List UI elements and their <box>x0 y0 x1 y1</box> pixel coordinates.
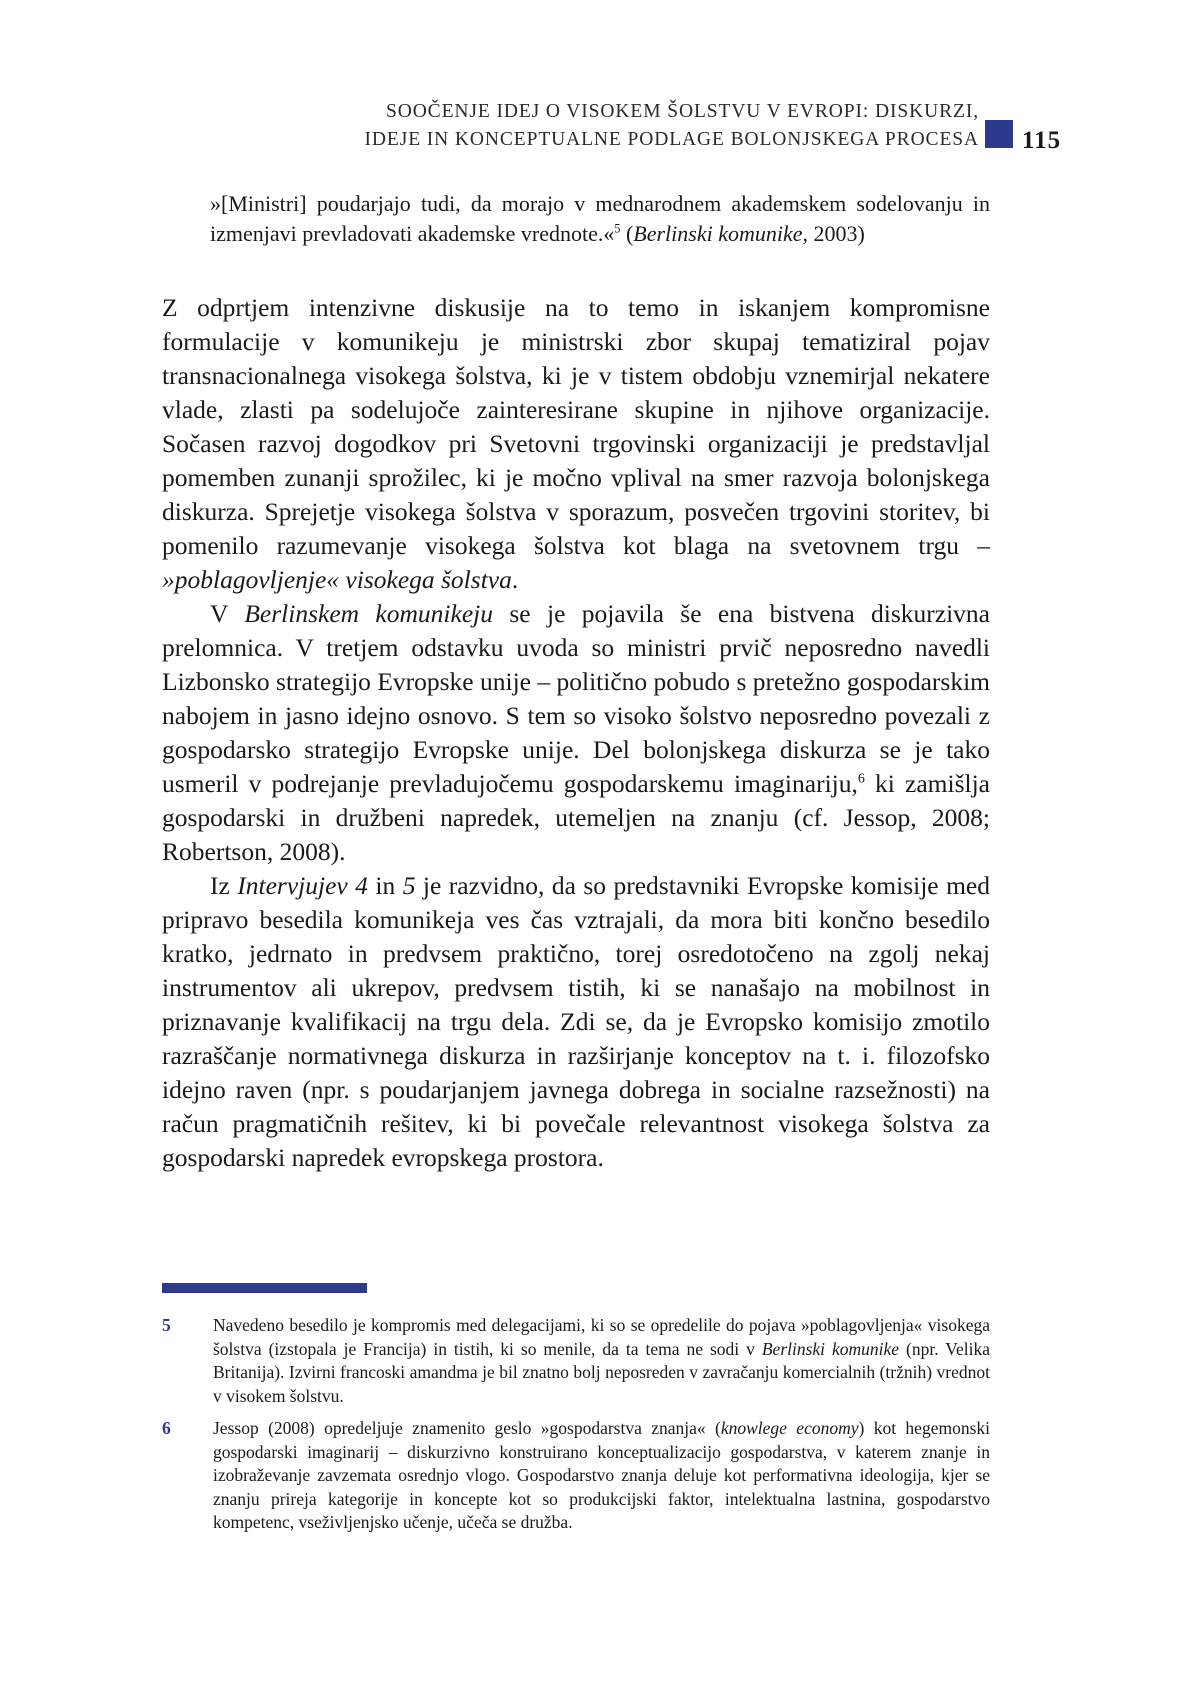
footnote-5 <box>162 1314 990 1408</box>
block-quote <box>210 189 990 249</box>
running-head-line-2: IDEJE IN KONCEPTUALNE PODLAGE BOLONJSKEGA PROCESA <box>364 129 979 150</box>
paragraph-1-italic: »poblagovljenje« visokega šolstva <box>162 565 512 594</box>
paragraph-1-text: Z odprtjem intenzivne diskusije na to temo in iskanjem kompromisne formulacije v komunikeju je ministrski zbor skupaj tematiziral pojav transnacionalnega visokega šolstva, ki je v tistem obdobju vznemirjal nekatere vlade, zlasti pa sodelujoče zainteresirane skupine in njihove organizacije. Sočasen razvoj dogodkov pri Svetovni trgovinski organizaciji je predstavljal pomemben zunanji sprožilec, ki je močno vplival na smer razvoja bolonjskega diskurza. Sprejetje visokega šolstva v sporazum, posvečen trgovini storitev, bi pomenilo razumevanje visokega šolstva kot blaga na svetovnem trgu – <box>162 293 990 560</box>
paragraph-1 <box>162 291 990 597</box>
paragraph-2-start: V <box>210 599 245 628</box>
paragraph-2 <box>162 597 990 869</box>
paragraph-3-italic-1: Intervjujev 4 <box>237 871 368 900</box>
footnote-text-part: (npr. Velika Britanija). Izvirni francoski amandma je bil znatno bolj neposreden v zavračanju komercialnih (tržnih) vrednot v visokem šolstvu. <box>213 1338 990 1406</box>
quote-cite-open: ( <box>620 221 634 246</box>
quote-cite-rest: , 2003) <box>802 221 865 246</box>
paragraph-3-mid: in <box>367 871 403 900</box>
paragraph-3 <box>162 869 990 1175</box>
paragraph-3-text: je razvidno, da so predstavniki Evropske komisije med pripravo besedila komunikeja ves čas vztrajali, da mora biti končno besedilo kratko, jedrnato in predvsem praktično, torej osredotočeno na zgolj nekaj instrumentov ali ukrepov, predvsem tistih, ki se nanašajo na mobilnost in priznavanje kvalifikacij na trgu dela. Zdi se, da je Evropsko komisijo zmotilo razraščanje normativnega diskurza in razširjanje konceptov na t. i. filozofsko idejno raven (npr. s poudarjanjem javnega dobrega in socialne razsežnosti) na račun pragmatičnih rešitev, ki bi povečale relevantnost visokega šolstva za gospodarski napredek evropskega prostora. <box>162 871 990 1172</box>
paragraph-2-italic: Berlinskem komunikeju <box>244 599 493 628</box>
quote-cite-title: Berlinski komunike <box>633 221 803 246</box>
header-square-mark <box>985 120 1013 148</box>
footnote-number: 5 <box>162 1315 171 1335</box>
quote-text: »[Ministri] poudarjajo tudi, da morajo v mednarodnem akademskem sodelovanju in izmenjavi prevladovati akademske vrednote.« <box>210 191 990 246</box>
footnote-6 <box>162 1417 990 1535</box>
running-head-line-1: SOOČENJE IDEJ O VISOKEM ŠOLSTVU V EVROPI: DISKURZI, <box>385 101 979 122</box>
footnote-text <box>213 1314 990 1408</box>
footnote-ref-5[interactable]: 5 <box>614 221 621 236</box>
footnote-text-part: Jessop (2008) opredeljuje znamenito geslo »gospodarstva znanja« ( <box>213 1418 721 1438</box>
footnote-italic: Berlinski komunike <box>761 1338 900 1359</box>
paragraph-2-end: ki zamišlja gospodarski in družbeni napredek, utemeljen na znanju (cf. Jessop, 2008; Robertson, 2008). <box>162 769 990 866</box>
footnote-ref-6[interactable]: 6 <box>857 771 865 787</box>
running-head <box>279 98 979 154</box>
footnote-text-part: ) kot hegemonski gospodarski imaginarij – diskurzivno konstruirano konceptualizacijo gospodarstva, v katerem znanje in izobraževanje zavzemata osrednjo vlogo. Gospodarstvo znanja deluje kot performativna ideologija, kjer se znanju prireja kategorije in koncepte kot so produkcijski faktor, intelektualna lastnina, gospodarstvo kompetenc, vseživljenjsko učenje, učeča se družba. <box>213 1418 991 1532</box>
footnotes <box>162 1314 990 1544</box>
footnote-text-part: Navedeno besedilo je kompromis med delegacijami, ki so se opredelile do pojava »poblagovljenja« visokega šolstva (izstopala je Francija) in tistih, ki so menile, da ta tema ne sodi v <box>213 1315 990 1359</box>
body-text <box>162 291 990 1175</box>
footnote-number: 6 <box>162 1418 171 1438</box>
footnote-divider <box>162 1283 367 1293</box>
page-number: 115 <box>1022 127 1062 154</box>
footnote-text <box>213 1417 990 1535</box>
footnote-italic: knowlege economy <box>720 1418 859 1438</box>
paragraph-3-start: Iz <box>210 871 238 900</box>
paragraph-1-end: . <box>511 565 519 594</box>
paragraph-3-italic-2: 5 <box>402 871 416 900</box>
paragraph-2-text: se je pojavila še ena bistvena diskurzivna prelomnica. V tretjem odstavku uvoda so ministri prvič neposredno navedli Lizbonsko strategijo Evropske unije – politično pobudo s pretežno gospodarskim nabojem in jasno idejno osnovo. S tem so visoko šolstvo neposredno povezali z gospodarsko strategijo Evropske unije. Del bolonjskega diskurza se je tako usmeril v podrejanje prevladujočemu gospodarskemu imaginariju, <box>162 599 990 798</box>
